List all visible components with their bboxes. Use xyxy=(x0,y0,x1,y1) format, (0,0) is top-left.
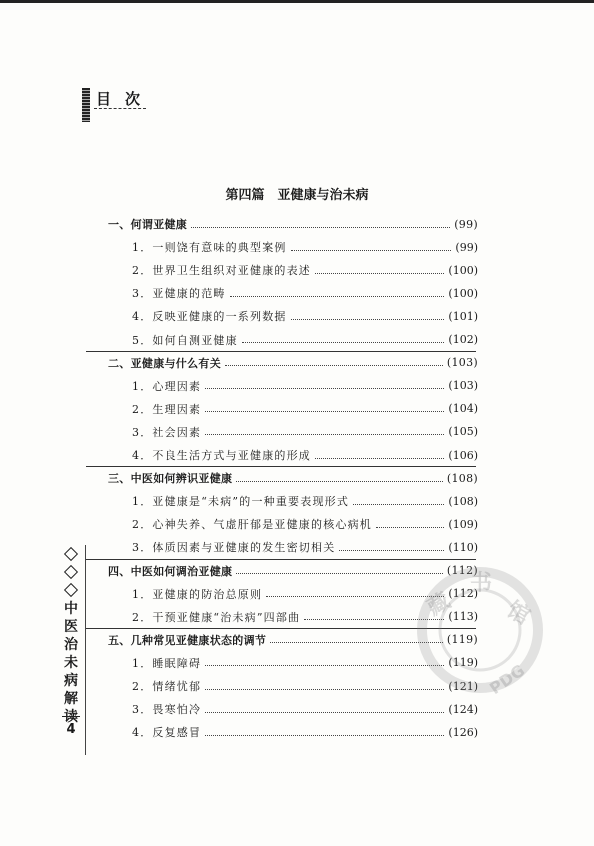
dot-leader xyxy=(225,365,443,366)
book-title-char: 解 xyxy=(64,691,78,707)
dot-leader xyxy=(205,712,444,713)
dot-leader xyxy=(291,319,445,320)
watermark-char: 书 xyxy=(470,571,493,596)
watermark-text: PDG xyxy=(486,660,529,699)
toc-item-title: 3．畏寒怕冷 xyxy=(132,703,202,717)
toc-page-number: (108) xyxy=(448,494,478,508)
toc-item-row[interactable] xyxy=(132,259,478,281)
toc-item-row[interactable] xyxy=(132,513,478,535)
toc-section-row[interactable] xyxy=(108,467,478,489)
toc-page-number: (108) xyxy=(446,471,478,485)
toc-page-number: (104) xyxy=(448,402,478,416)
side-divider xyxy=(85,545,86,755)
toc-section-row[interactable] xyxy=(108,352,478,374)
toc-item-row[interactable] xyxy=(132,421,478,443)
toc-page-number: (100) xyxy=(448,263,478,277)
toc-section-title: 四、中医如何调治亚健康 xyxy=(108,564,233,578)
toc-item-row[interactable] xyxy=(132,236,478,258)
dot-leader xyxy=(315,458,444,459)
toc-page-number: (119) xyxy=(446,633,478,647)
dot-leader xyxy=(339,550,444,551)
toc-page-number: (106) xyxy=(448,448,478,462)
toc-item-title: 3．社会因素 xyxy=(132,425,202,439)
dot-leader xyxy=(205,411,444,412)
toc-page-number: (109) xyxy=(448,517,478,531)
toc-page-number: (99) xyxy=(455,240,478,254)
dot-leader xyxy=(236,481,443,482)
toc-item-title: 1．一则饶有意味的典型案例 xyxy=(132,241,287,255)
dot-leader xyxy=(353,504,444,505)
toc-page-number: (100) xyxy=(448,286,478,300)
toc-item-title: 2．干预亚健康“治未病”四部曲 xyxy=(132,610,301,624)
toc-section-title: 二、亚健康与什么有关 xyxy=(108,356,221,370)
toc-item-title: 5．如何自测亚健康 xyxy=(132,333,238,347)
dot-leader xyxy=(191,227,450,228)
watermark-char: 馆 xyxy=(502,597,534,631)
toc-item-title: 1．亚健康的防治总原则 xyxy=(132,587,263,601)
diamond-icon xyxy=(64,565,78,579)
toc-item-row[interactable] xyxy=(132,282,478,304)
toc-section-title: 五、几种常见亚健康状态的调节 xyxy=(108,633,267,647)
toc-page-number: (113) xyxy=(448,610,478,624)
toc-item-row[interactable] xyxy=(132,375,478,397)
dot-leader xyxy=(315,273,444,274)
toc-item-title: 3．体质因素与亚健康的发生密切相关 xyxy=(132,541,336,555)
toc-page-number: (103) xyxy=(448,379,478,393)
toc-section-row[interactable] xyxy=(108,213,478,235)
toc-page-number: (119) xyxy=(448,656,478,670)
book-title-char: 中 xyxy=(64,601,78,617)
toc-item-title: 3．亚健康的范畴 xyxy=(132,287,226,301)
toc-section-title: 一、何谓亚健康 xyxy=(108,218,188,231)
toc-item-row[interactable] xyxy=(132,721,478,743)
toc-item-title: 2．生理因素 xyxy=(132,402,202,416)
toc-page-number: (102) xyxy=(448,333,478,346)
toc-item-row[interactable] xyxy=(132,536,478,558)
toc-item-title: 2．情绪忧郁 xyxy=(132,680,202,693)
dot-leader xyxy=(291,250,452,251)
toc-page-number: (105) xyxy=(448,425,478,439)
side-book-title xyxy=(62,546,80,726)
toc-item-row[interactable] xyxy=(132,329,478,351)
page-number-rule xyxy=(62,716,80,717)
part-title: 第四篇 亚健康与治未病 xyxy=(225,188,369,203)
toc-item-row[interactable] xyxy=(132,490,478,512)
toc-item-title: 1．睡眠障碍 xyxy=(132,656,202,670)
page-number: 4 xyxy=(66,722,76,737)
toc-page-number: (110) xyxy=(448,540,478,554)
toc-page-number: (126) xyxy=(448,725,478,739)
toc-item-title: 1．亚健康是“未病”的一种重要表现形式 xyxy=(132,495,350,509)
dot-leader xyxy=(205,735,444,736)
book-title-char: 读 xyxy=(64,709,78,725)
book-title-char: 治 xyxy=(64,637,78,653)
toc-page-number: (99) xyxy=(454,217,478,231)
toc-page-number: (103) xyxy=(446,356,478,370)
toc-page-number: (101) xyxy=(448,309,478,323)
toc-page-number: (121) xyxy=(448,679,478,693)
diamond-icon xyxy=(64,547,78,561)
library-stamp-watermark xyxy=(400,560,550,710)
toc-item-row[interactable] xyxy=(132,398,478,420)
book-title-char: 未 xyxy=(64,655,78,671)
toc-item-title: 2．心神失养、气虚肝郁是亚健康的核心病机 xyxy=(132,518,372,532)
toc-item-title: 4．反复感冒 xyxy=(132,726,202,740)
toc-item-row[interactable] xyxy=(132,305,478,327)
toc-item-title: 1．心理因素 xyxy=(132,379,202,393)
book-title-char: 医 xyxy=(64,619,78,635)
dot-leader xyxy=(205,434,444,435)
dot-leader xyxy=(242,342,445,343)
contents-heading: 目次 xyxy=(96,90,155,108)
toc-item-title: 2．世界卫生组织对亚健康的表述 xyxy=(132,264,311,278)
toc-page-number: (112) xyxy=(446,564,478,577)
dot-leader xyxy=(230,296,445,297)
dot-leader xyxy=(205,388,444,389)
toc-section-title: 三、中医如何辨识亚健康 xyxy=(108,472,233,486)
dot-leader xyxy=(376,527,444,528)
toc-item-title: 4．反映亚健康的一系列数据 xyxy=(132,310,287,324)
toc-page-number: (124) xyxy=(448,702,478,716)
diamond-icon xyxy=(64,583,78,597)
toc-item-title: 4．不良生活方式与亚健康的形成 xyxy=(132,449,311,462)
watermark-char: 藏 xyxy=(423,588,455,622)
toc-item-row[interactable] xyxy=(132,444,478,466)
toc-page-number: (112) xyxy=(448,587,478,601)
book-title-char: 病 xyxy=(64,673,78,689)
